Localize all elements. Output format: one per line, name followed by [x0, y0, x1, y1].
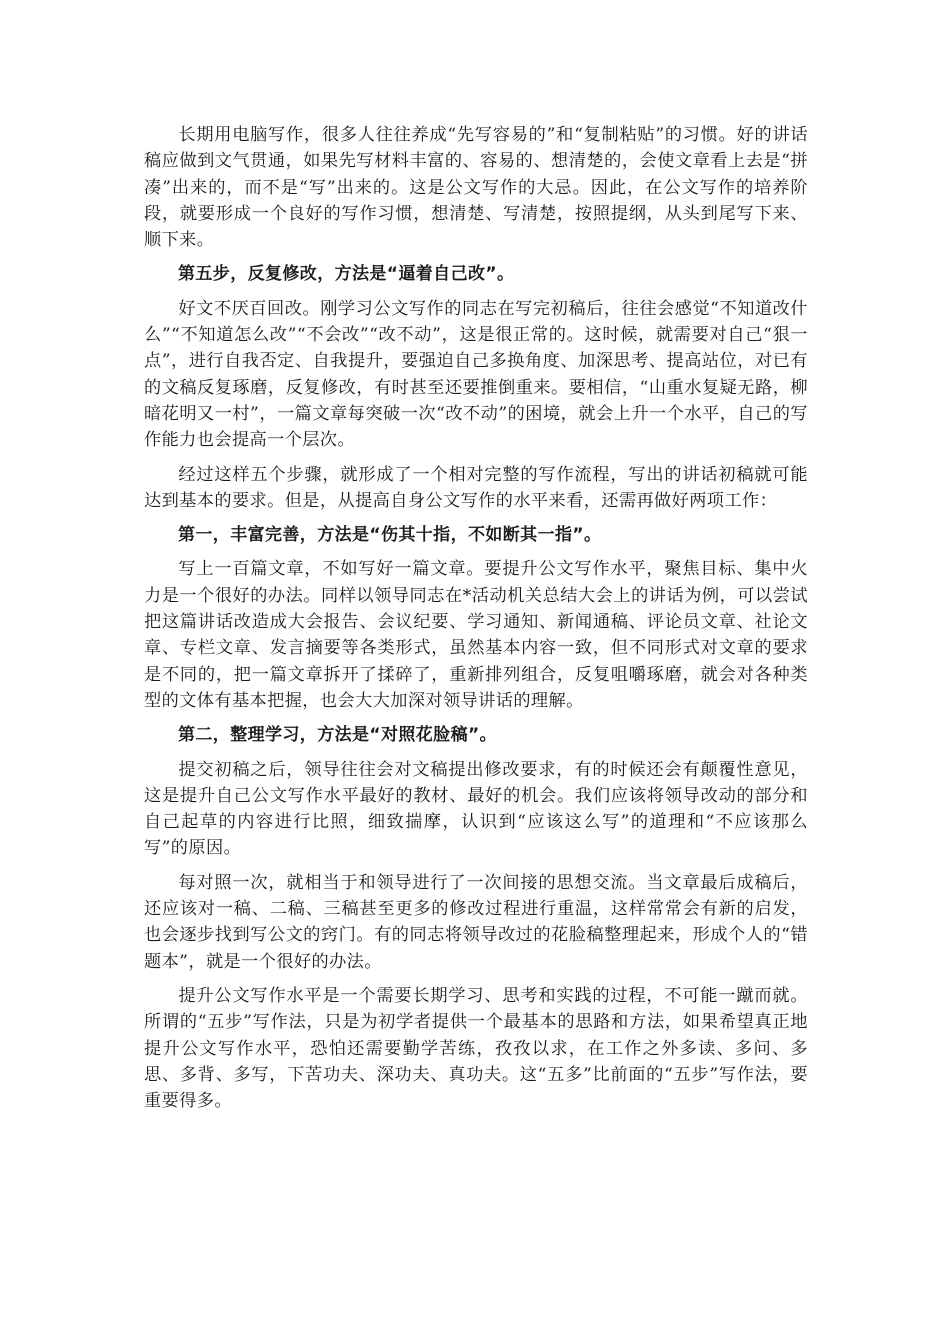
paragraph: 提升公文写作水平是一个需要长期学习、思考和实践的过程，不可能一蹴而就。所谓的“五步”写作法，只是为初学者提供一个最基本的思路和方法，如果希望真正地提升公文写作水平，恐怕还需要勤学苦练，孜孜以求，在工作之外多读、多问、多思、多背、多写，下苦功夫、深功夫、真功夫。这“五多”比前面的“五步”写作法，要重要得多。	[144, 985, 808, 1112]
paragraph: 好文不厌百回改。刚学习公文写作的同志在写完初稿后，往往会感觉“不知道改什么”“不知道怎么改”“不会改”“改不动”，这是很正常的。这时候，就需要对自己“狠一点”，进行自我否定、自我提升，要强迫自己多换角度、加深思考、提高站位，对已有的文稿反复琢磨，反复修改，有时甚至还要推倒重来。要相信，“山重水复疑无路，柳暗花明又一村”，一篇文章每突破一次“改不动”的困境，就会上升一个水平，自己的写作能力也会提高一个层次。	[144, 298, 808, 451]
paragraph: 经过这样五个步骤，就形成了一个相对完整的写作流程，写出的讲话初稿就可能达到基本的要求。但是，从提高自身公文写作的水平来看，还需再做好两项工作：	[144, 464, 808, 511]
section-heading: 第五步，反复修改，方法是“逼着自己改”。	[178, 264, 515, 285]
paragraph: 长期用电脑写作，很多人往往养成“先写容易的”和“复制粘贴”的习惯。好的讲话稿应做到文气贯通，如果先写材料丰富的、容易的、想清楚的，会使文章看上去是“拼凑”出来的，而不是“写”出来的。这是公文写作的大忌。因此，在公文写作的培养阶段，就要形成一个良好的写作习惯，想清楚、写清楚，按照提纲，从头到尾写下来、顺下来。	[144, 125, 808, 251]
paragraph: 提交初稿之后，领导往往会对文稿提出修改要求，有的时候还会有颠覆性意见，这是提升自己公文写作水平最好的教材、最好的机会。我们应该将领导改动的部分和自己起草的内容进行比照，细致揣摩，认识到“应该这么写”的道理和“不应该那么写”的原因。	[144, 759, 808, 859]
document-page	[144, 122, 808, 1122]
paragraph: 写上一百篇文章，不如写好一篇文章。要提升公文写作水平，聚焦目标、集中火力是一个很好的办法。同样以领导同志在*活动机关总结大会上的讲话为例，可以尝试把这篇讲话改造成大会报告、会议纪要、学习通知、新闻通稿、评论员文章、社论文章、专栏文章、发言摘要等各类形式，虽然基本内容一致，但不同形式对文章的要求是不同的，把一篇文章拆开了揉碎了，重新排列组合，反复咀嚼琢磨，就会对各种类型的文体有基本把握，也会大大加深对领导讲话的理解。	[144, 559, 808, 711]
section-heading: 第一，丰富完善，方法是“伤其十指，不如断其一指”。	[178, 525, 602, 546]
section-heading: 第二，整理学习，方法是“对照花脸稿”。	[178, 725, 497, 746]
paragraph: 每对照一次，就相当于和领导进行了一次间接的思想交流。当文章最后成稿后，还应该对一稿、二稿、三稿甚至更多的修改过程进行重温，这样常常会有新的启发，也会逐步找到写公文的窍门。有的同志将领导改过的花脸稿整理起来，形成个人的“错题本”，就是一个很好的办法。	[144, 872, 808, 972]
